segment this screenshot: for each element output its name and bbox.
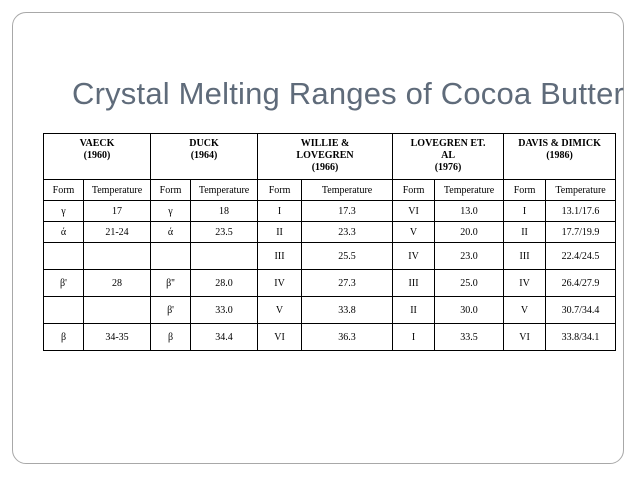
temperature-cell: 22.4/24.5 (546, 243, 616, 270)
table-row (44, 243, 616, 270)
form-cell (44, 297, 84, 324)
temperature-cell: 28.0 (191, 270, 258, 297)
source-year: (1966) (311, 162, 339, 173)
form-cell: VI (504, 324, 546, 351)
column-header-form: Form (151, 180, 191, 201)
temperature-cell: 13.0 (435, 201, 504, 222)
form-cell: III (393, 270, 435, 297)
form-cell (44, 243, 84, 270)
temperature-cell: 18 (191, 201, 258, 222)
temperature-cell: 33.8 (302, 297, 393, 324)
form-cell: V (504, 297, 546, 324)
column-header-form: Form (504, 180, 546, 201)
temperature-cell: 30.0 (435, 297, 504, 324)
form-cell: γ (151, 201, 191, 222)
temperature-cell: 34-35 (84, 324, 151, 351)
temperature-cell: 17.3 (302, 201, 393, 222)
temperature-cell: 33.8/34.1 (546, 324, 616, 351)
source-name: DAVIS & DIMICK (518, 138, 601, 149)
source-year: (1986) (546, 150, 573, 161)
form-cell: β'' (151, 270, 191, 297)
form-cell: VI (393, 201, 435, 222)
form-cell: ά (44, 222, 84, 243)
temperature-cell: 20.0 (435, 222, 504, 243)
column-header-temperature: Temperature (191, 180, 258, 201)
form-cell: II (393, 297, 435, 324)
temperature-cell: 34.4 (191, 324, 258, 351)
temperature-cell: 33.5 (435, 324, 504, 351)
temperature-cell: 21-24 (84, 222, 151, 243)
source-year: (1976) (434, 162, 462, 173)
temperature-cell: 17.7/19.9 (546, 222, 616, 243)
source-header-cell (393, 134, 504, 180)
column-header-form: Form (258, 180, 302, 201)
temperature-cell: 25.0 (435, 270, 504, 297)
source-year: (1960) (83, 150, 111, 161)
temperature-cell: 23.5 (191, 222, 258, 243)
column-header-temperature: Temperature (435, 180, 504, 201)
temperature-cell (84, 297, 151, 324)
temperature-cell: 33.0 (191, 297, 258, 324)
table-row (44, 270, 616, 297)
form-cell: V (258, 297, 302, 324)
table-row (44, 222, 616, 243)
form-cell: III (504, 243, 546, 270)
form-cell: IV (258, 270, 302, 297)
form-cell: γ (44, 201, 84, 222)
source-name: VAECK (79, 138, 115, 149)
temperature-cell: 26.4/27.9 (546, 270, 616, 297)
temperature-cell: 25.5 (302, 243, 393, 270)
form-cell: VI (258, 324, 302, 351)
column-header-row (44, 180, 616, 201)
form-cell: II (504, 222, 546, 243)
column-header-temperature: Temperature (546, 180, 616, 201)
form-cell: I (504, 201, 546, 222)
temperature-cell: 17 (84, 201, 151, 222)
source-header-row (44, 134, 616, 180)
form-cell: IV (504, 270, 546, 297)
form-cell: β' (151, 297, 191, 324)
form-cell: V (393, 222, 435, 243)
slide-title: Crystal Melting Ranges of Cocoa Butter (72, 76, 625, 111)
form-cell: ά (151, 222, 191, 243)
temperature-cell (191, 243, 258, 270)
temperature-cell: 23.0 (435, 243, 504, 270)
column-header-temperature: Temperature (302, 180, 393, 201)
form-cell: III (258, 243, 302, 270)
table-row (44, 201, 616, 222)
source-header-cell (44, 134, 151, 180)
temperature-cell (84, 243, 151, 270)
form-cell: I (393, 324, 435, 351)
form-cell: β' (44, 270, 84, 297)
form-cell: IV (393, 243, 435, 270)
table-row (44, 324, 616, 351)
source-header-cell (258, 134, 393, 180)
source-name: LOVEGREN ET. AL (410, 138, 486, 161)
source-name: WILLIE & LOVEGREN (296, 138, 354, 161)
form-cell: I (258, 201, 302, 222)
column-header-form: Form (393, 180, 435, 201)
melting-ranges-table (43, 133, 616, 351)
column-header-temperature: Temperature (84, 180, 151, 201)
form-cell: II (258, 222, 302, 243)
temperature-cell: 23.3 (302, 222, 393, 243)
column-header-form: Form (44, 180, 84, 201)
temperature-cell: 27.3 (302, 270, 393, 297)
source-header-cell (151, 134, 258, 180)
source-name: DUCK (189, 138, 219, 149)
table-row (44, 297, 616, 324)
form-cell: β (44, 324, 84, 351)
temperature-cell: 30.7/34.4 (546, 297, 616, 324)
source-header-cell (504, 134, 616, 180)
source-year: (1964) (190, 150, 218, 161)
form-cell: β (151, 324, 191, 351)
temperature-cell: 13.1/17.6 (546, 201, 616, 222)
form-cell (151, 243, 191, 270)
temperature-cell: 36.3 (302, 324, 393, 351)
temperature-cell: 28 (84, 270, 151, 297)
